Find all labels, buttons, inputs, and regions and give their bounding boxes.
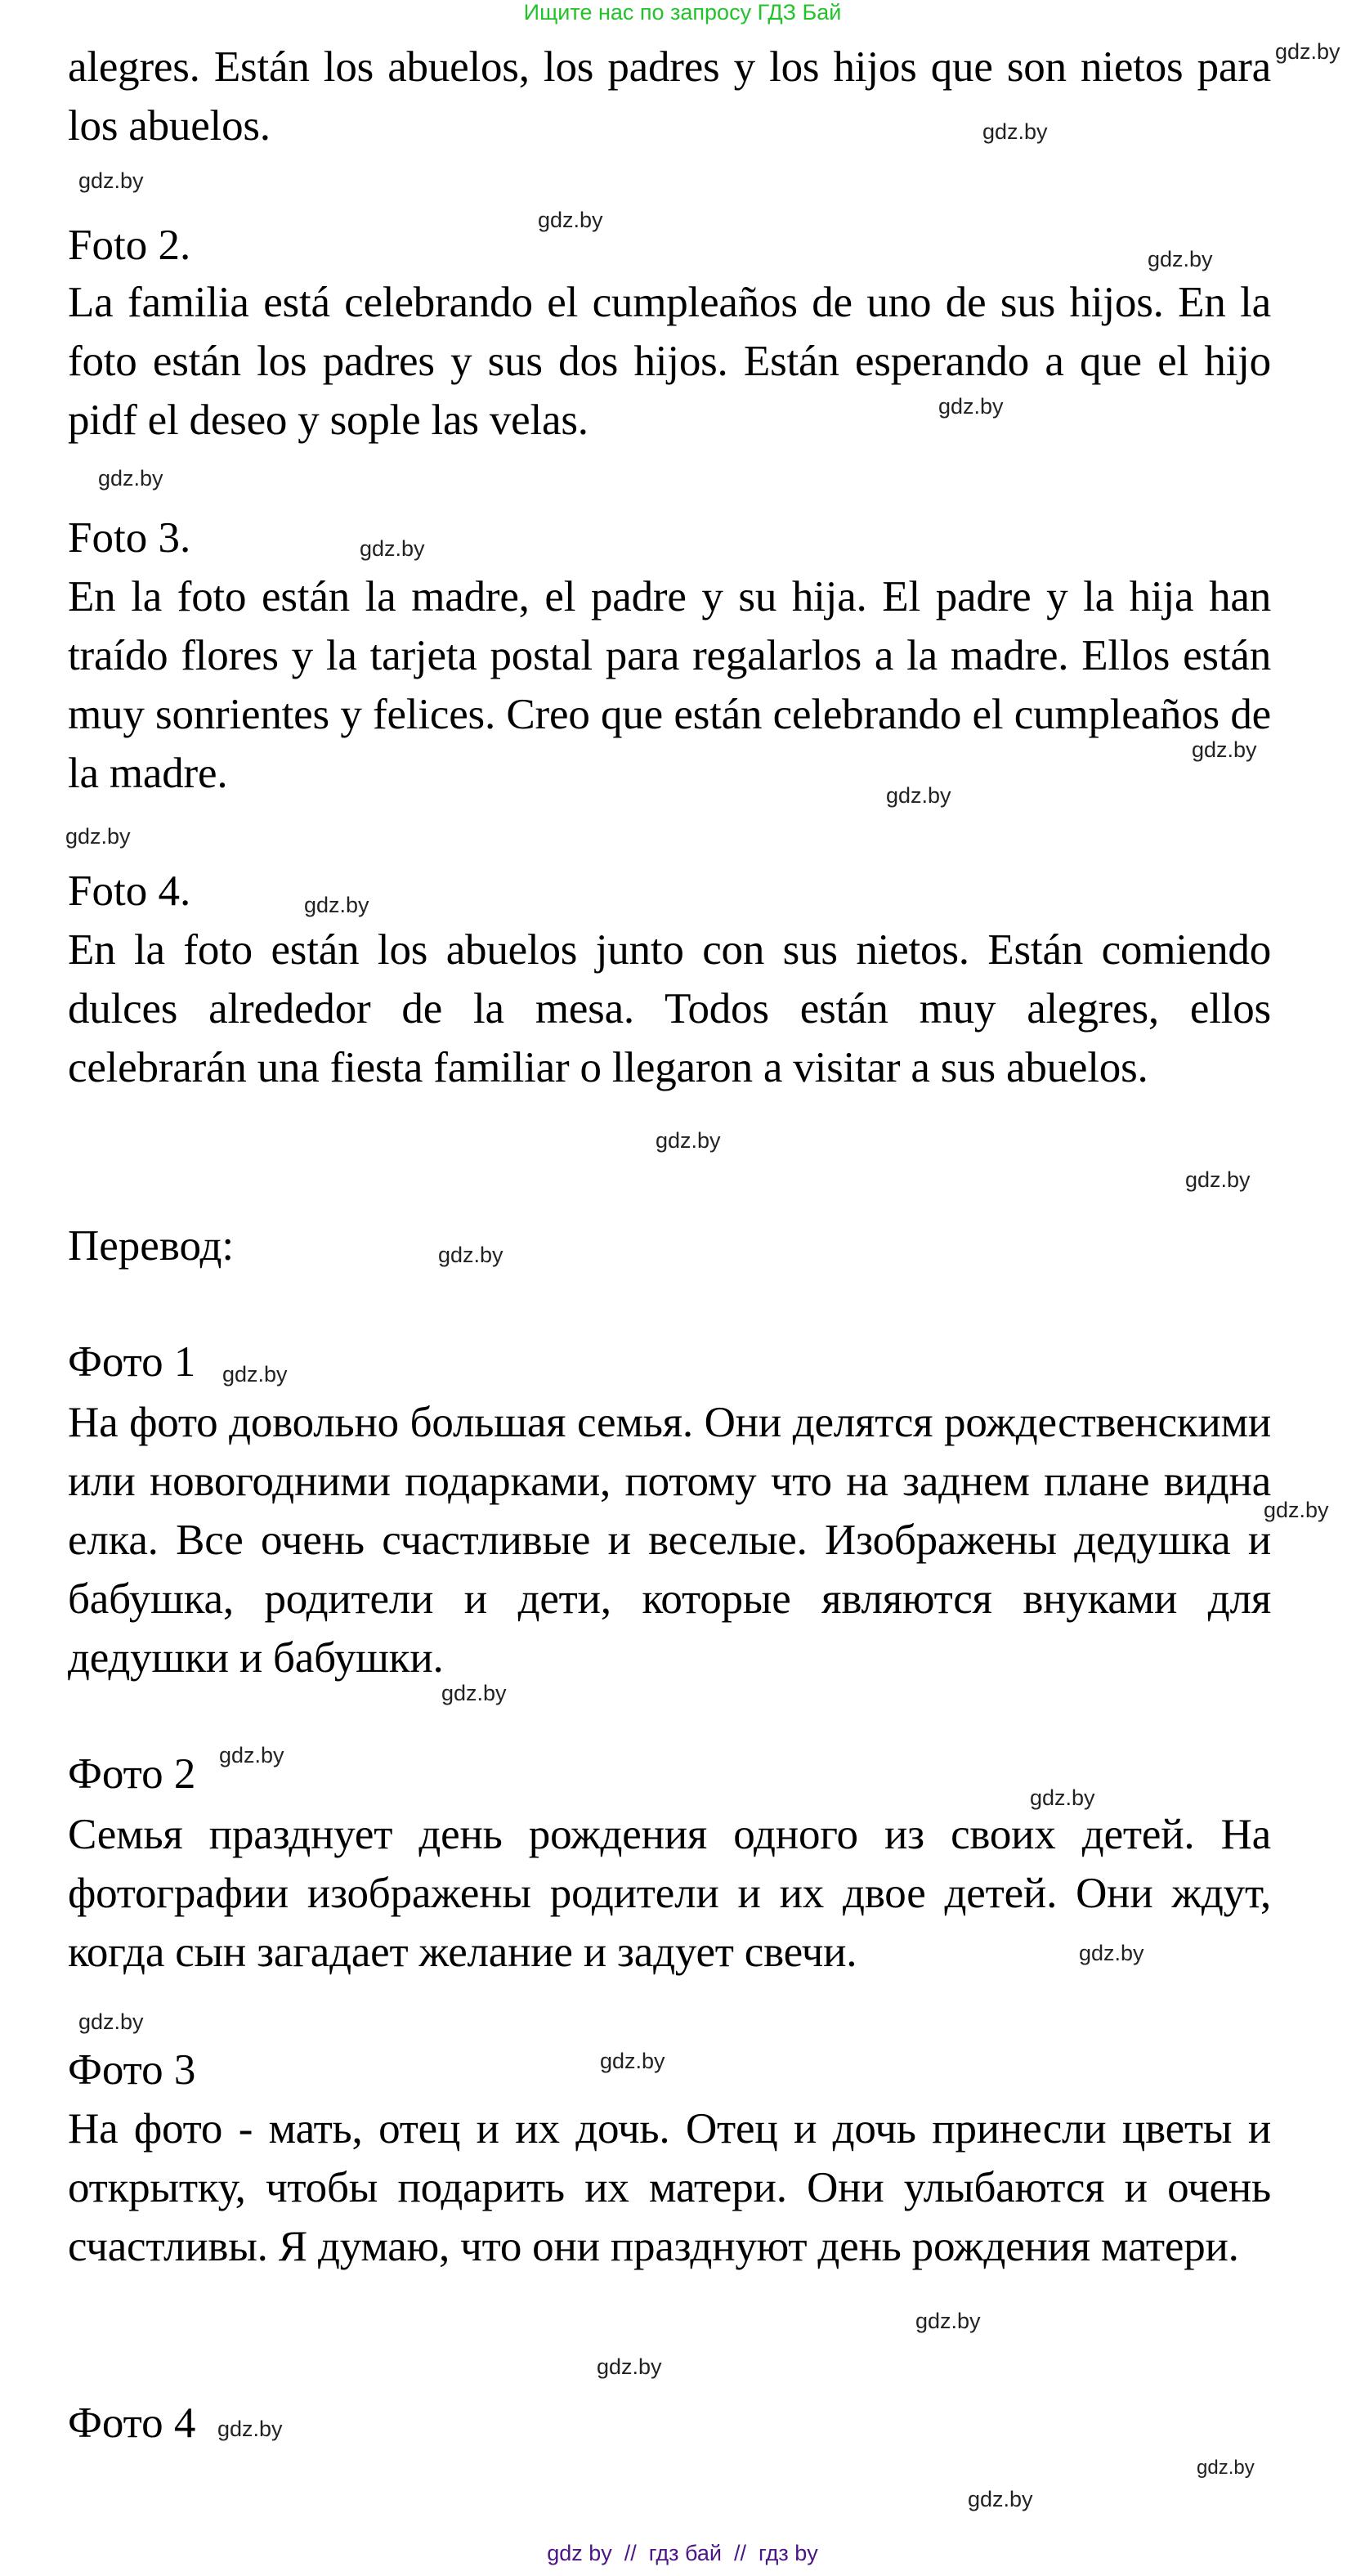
watermark: gdz.by — [1192, 737, 1257, 762]
search-banner[interactable]: Ищите нас по запросу ГДЗ Бай — [523, 0, 842, 25]
translation-foto-3-paragraph: На фото - мать, отец и их дочь. Отец и дочь принесли цветы и открытку, чтобы подарить их матери. Они улыбаются и очень счастливы. Я думаю, что они празднуют день рождения матери. — [68, 2105, 1271, 2270]
watermark: gdz.by — [360, 536, 425, 561]
watermark: gdz.by — [1275, 39, 1340, 64]
watermark: gdz.by — [78, 168, 144, 193]
translation-foto-4-heading: Фото 4 — [68, 2399, 196, 2447]
translation-foto-1-heading: Фото 1 — [68, 1338, 196, 1386]
watermark: gdz.by — [597, 2354, 662, 2379]
watermark: gdz.by — [78, 2009, 144, 2034]
foto-3-heading: Foto 3. — [68, 514, 191, 562]
watermark: gdz.by — [1079, 1941, 1144, 1965]
watermark: gdz.by — [982, 119, 1048, 144]
watermark: gdz.by — [1185, 1167, 1251, 1192]
watermark: gdz.by — [1148, 247, 1213, 271]
footer-links[interactable]: gdz by // гдз бай // гдз by — [547, 2541, 818, 2565]
translation-label: Перевод: — [68, 1222, 235, 1270]
watermark: gdz.by — [886, 783, 951, 808]
foto-3-paragraph: En la foto están la madre, el padre y su hija. El padre y la hija han traído flores y la tarjeta postal para regalarlos a la madre. Ellos están muy sonrientes y felices. Creo que están celebrando el cumpleaños de la madre. — [68, 573, 1271, 797]
watermark: gdz.by — [1264, 1498, 1329, 1522]
foto-2-paragraph: La familia está celebrando el cumpleaños de uno de sus hijos. En la foto están los padres y sus dos hijos. Están esperando a que el hijo pidf el deseo y sople las velas. — [68, 279, 1271, 444]
translation-foto-2-paragraph: Семья празднует день рождения одного из своих детей. На фотографии изображены родители и их двое детей. Они ждут, когда сын загадает желание и задует свечи. — [68, 1811, 1271, 1976]
watermark: gdz.by — [538, 208, 603, 232]
watermark: gdz.by — [217, 2417, 283, 2441]
watermark: gdz.by — [222, 1362, 288, 1387]
watermark: gdz.by — [656, 1128, 721, 1153]
watermark: gdz.by — [65, 824, 131, 849]
watermark: gdz.by — [968, 2487, 1033, 2511]
watermark: gdz.by — [1197, 2457, 1255, 2479]
translation-foto-3-heading: Фото 3 — [68, 2046, 196, 2094]
translation-foto-1-paragraph: На фото довольно большая семья. Они делятся рождественскими или новогодними подарками, потому что на заднем плане видна елка. Все очень счастливые и веселые. Изображены дедушка и бабушка, родители и дети, которые являются внуками для дедушки и бабушки. — [68, 1399, 1271, 1682]
watermark: gdz.by — [98, 466, 163, 491]
watermark: gdz.by — [1030, 1785, 1095, 1810]
foto-4-heading: Foto 4. — [68, 867, 191, 915]
translation-foto-2-heading: Фото 2 — [68, 1750, 196, 1798]
foto-4-paragraph: En la foto están los abuelos junto con sus nietos. Están comiendo dulces alrededor de la mesa. Todos están muy alegres, ellos celebrarán una fiesta familiar o llegaron a visitar a sus abuelos. — [68, 926, 1271, 1091]
watermark: gdz.by — [600, 2049, 665, 2073]
watermark: gdz.by — [304, 893, 369, 917]
foto-2-heading: Foto 2. — [68, 222, 191, 269]
watermark: gdz.by — [915, 2309, 981, 2333]
watermark: gdz.by — [438, 1243, 503, 1267]
watermark: gdz.by — [219, 1743, 284, 1767]
intro-paragraph: alegres. Están los abuelos, los padres y los hijos que son nietos para los abuelos. — [68, 43, 1271, 150]
watermark: gdz.by — [441, 1681, 507, 1705]
watermark: gdz.by — [938, 394, 1004, 419]
